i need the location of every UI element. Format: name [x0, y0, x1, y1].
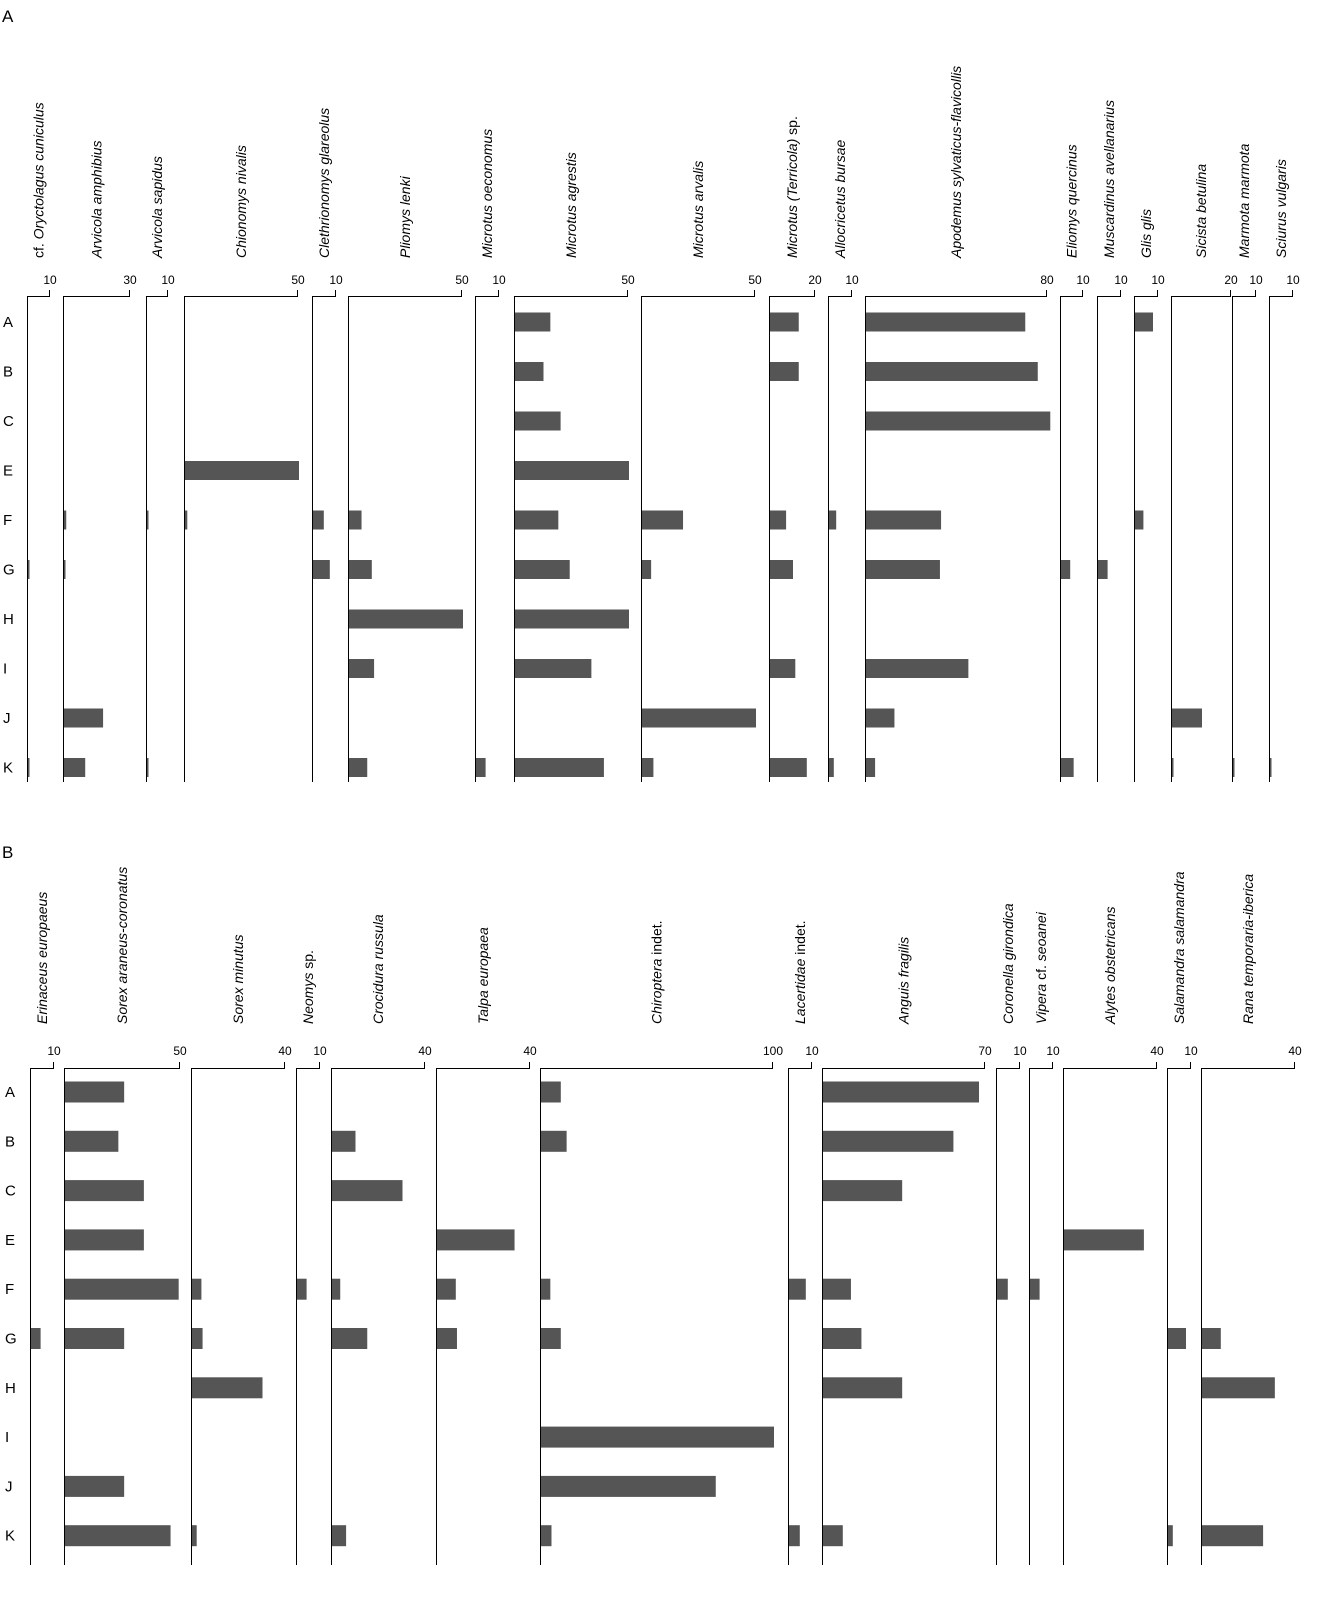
panel-b-row-label-i: I [5, 1429, 10, 1447]
panel-b-column-anguis-fragilis [822, 937, 992, 1565]
panel-a-row-label-e: E [3, 462, 14, 480]
bar-microtus-oeconomus-k [476, 758, 486, 777]
taxon-label: Clethrionomys glareolus [316, 107, 332, 258]
bar-pliomys-lenki-h [349, 610, 463, 629]
bar-cf-oryctolagus-cuniculus-k [28, 758, 30, 777]
bar-microtus-terricola-sp-k [770, 758, 807, 777]
taxon-label: Neomys sp. [300, 950, 316, 1024]
panel-b-column-talpa-europaea [436, 927, 537, 1565]
scale-max-label: 50 [455, 273, 469, 287]
panel-b-column-sorex-minutus [191, 935, 292, 1565]
bar-sorex-araneus-coronatus-j [65, 1476, 124, 1497]
taxon-label: Microtus oeconomus [479, 128, 495, 258]
scale-max-label: 10 [492, 273, 506, 287]
taxon-label: Lacertidae indet. [792, 920, 808, 1024]
taxon-label: cf. Oryctolagus cuniculus [30, 102, 47, 258]
bar-chiroptera-indet-a [541, 1082, 561, 1103]
scale-max-label: 40 [1288, 1044, 1302, 1058]
bar-arvicola-sapidus-f [147, 511, 149, 530]
panel-a [3, 66, 1300, 782]
panel-a-row-label-f: F [3, 512, 13, 529]
bar-arvicola-amphibius-j [64, 709, 103, 728]
bar-sorex-araneus-coronatus-k [65, 1525, 171, 1546]
bar-apodemus-sylvaticus-flavicollis-c [866, 412, 1050, 431]
bar-apodemus-sylvaticus-flavicollis-a [866, 313, 1025, 332]
taxon-label: Chiroptera indet. [648, 920, 665, 1024]
bar-microtus-arvalis-f [642, 511, 683, 530]
scale-max-label: 40 [278, 1044, 292, 1058]
bar-neomys-sp-f [297, 1279, 307, 1300]
bar-lacertidae-indet-f [789, 1279, 806, 1300]
bar-sicista-betulina-k [1172, 758, 1174, 777]
bar-crocidura-russula-g [332, 1328, 367, 1349]
bar-chiroptera-indet-i [541, 1427, 774, 1448]
taxon-label: Marmota marmota [1236, 143, 1252, 258]
taxon-label: Sorex minutus [230, 934, 246, 1024]
bar-microtus-agrestis-k [515, 758, 604, 777]
scale-max-label: 10 [1249, 273, 1263, 287]
bar-crocidura-russula-k [332, 1525, 346, 1546]
taxon-label: Erinaceus europaeus [34, 891, 50, 1024]
scale-max-label: 20 [1224, 273, 1238, 287]
bar-microtus-terricola-sp-f [770, 511, 786, 530]
panel-a-letter: A [2, 7, 14, 26]
bar-microtus-terricola-sp-i [770, 659, 795, 678]
bar-alytes-obstetricans-e [1064, 1229, 1144, 1250]
taxon-label: Pliomys lenki [397, 176, 413, 258]
bar-anguis-fragilis-k [823, 1525, 843, 1546]
panel-a-column-arvicola-amphibius [63, 141, 137, 783]
scale-max-label: 70 [978, 1044, 992, 1058]
panel-a-column-sciurus-vulgaris [1269, 159, 1300, 782]
panel-b-column-salamandra-salamandra [1167, 871, 1198, 1565]
bar-marmota-marmota-k [1233, 758, 1235, 777]
bar-talpa-europaea-g [437, 1328, 457, 1349]
bar-rana-temporaria-iberica-k [1202, 1525, 1263, 1546]
bar-microtus-arvalis-k [642, 758, 653, 777]
bar-allocricetus-bursae-k [829, 758, 834, 777]
scale-max-label: 10 [1286, 273, 1300, 287]
panel-a-column-cf-oryctolagus-cuniculus [27, 102, 57, 782]
panel-a-column-microtus-arvalis [641, 161, 762, 782]
bar-microtus-agrestis-g [515, 560, 570, 579]
bar-microtus-agrestis-e [515, 461, 629, 480]
panel-b-row-label-f: F [5, 1281, 15, 1299]
panel-b-column-lacertidae-indet [788, 920, 819, 1565]
bar-pliomys-lenki-g [349, 560, 372, 579]
bar-talpa-europaea-e [437, 1229, 515, 1250]
panel-a-column-microtus-oeconomus [475, 129, 506, 782]
scale-max-label: 10 [1046, 1044, 1060, 1058]
taxon-label: Arvicola sapidus [149, 156, 165, 258]
bar-chionomys-nivalis-e [185, 461, 299, 480]
panel-b-row-label-e: E [5, 1231, 16, 1249]
bar-anguis-fragilis-b [823, 1131, 953, 1152]
bar-sorex-araneus-coronatus-e [65, 1229, 144, 1250]
taxon-label: Muscardinus avellanarius [1101, 100, 1117, 258]
bar-pliomys-lenki-f [349, 511, 362, 530]
panel-b-row-label-g: G [5, 1330, 17, 1348]
scale-max-label: 20 [808, 273, 822, 287]
bar-anguis-fragilis-f [823, 1279, 851, 1300]
scale-max-label: 10 [1184, 1044, 1198, 1058]
bar-apodemus-sylvaticus-flavicollis-b [866, 362, 1038, 381]
scale-max-label: 10 [161, 273, 175, 287]
panel-a-row-label-g: G [3, 561, 15, 579]
panel-a-row-label-i: I [3, 660, 8, 678]
bar-apodemus-sylvaticus-flavicollis-k [866, 758, 875, 777]
panel-b-row-label-j: J [5, 1478, 13, 1496]
bar-sorex-araneus-coronatus-g [65, 1328, 124, 1349]
bar-sorex-araneus-coronatus-c [65, 1180, 144, 1201]
scale-max-label: 10 [1076, 273, 1090, 287]
bar-arvicola-amphibius-f [64, 511, 66, 530]
scale-max-label: 10 [47, 1044, 61, 1058]
bar-vipera-cf-seoanei-f [1030, 1279, 1040, 1300]
bar-crocidura-russula-c [332, 1180, 403, 1201]
taxon-label: Rana temporaria-iberica [1240, 873, 1256, 1024]
scale-max-label: 40 [1150, 1044, 1164, 1058]
panel-a-column-pliomys-lenki [348, 175, 469, 782]
bar-lacertidae-indet-k [789, 1525, 800, 1546]
bar-microtus-arvalis-j [642, 709, 756, 728]
bar-microtus-agrestis-a [515, 313, 550, 332]
panel-b-column-coronella-girondica [996, 903, 1027, 1565]
bar-chiroptera-indet-k [541, 1525, 551, 1546]
scale-max-label: 100 [762, 1044, 784, 1058]
bar-salamandra-salamandra-g [1168, 1328, 1186, 1349]
bar-microtus-agrestis-h [515, 610, 629, 629]
bar-anguis-fragilis-h [823, 1377, 902, 1398]
bar-pliomys-lenki-i [349, 659, 374, 678]
scale-max-label: 10 [805, 1044, 819, 1058]
bar-rana-temporaria-iberica-h [1202, 1377, 1275, 1398]
panel-b-column-vipera-cf-seoanei [1029, 911, 1060, 1565]
panel-a-column-chionomys-nivalis [184, 145, 305, 782]
panel-a-column-clethrionomys-glareolus [312, 108, 343, 782]
panel-b-letter: B [2, 843, 14, 862]
bar-glis-glis-a [1135, 313, 1153, 332]
bar-anguis-fragilis-g [823, 1328, 861, 1349]
bar-rana-temporaria-iberica-g [1202, 1328, 1221, 1349]
scale-max-label: 10 [329, 273, 343, 287]
bar-sorex-araneus-coronatus-b [65, 1131, 118, 1152]
taxon-label: Allocricetus bursae [832, 139, 848, 258]
bar-apodemus-sylvaticus-flavicollis-g [866, 560, 940, 579]
bar-sciurus-vulgaris-k [1270, 758, 1272, 777]
bar-apodemus-sylvaticus-flavicollis-f [866, 511, 941, 530]
taxon-label: Microtus agrestis [563, 152, 579, 258]
scale-max-label: 10 [43, 273, 57, 287]
bar-erinaceus-europaeus-g [31, 1328, 41, 1349]
taxon-label: Glis glis [1138, 208, 1154, 258]
panel-b-row-label-b: B [5, 1133, 16, 1151]
taxon-label: Alytes obstetricans [1102, 906, 1118, 1024]
scale-max-label: 40 [418, 1044, 432, 1058]
bar-microtus-terricola-sp-g [770, 560, 793, 579]
bar-microtus-agrestis-i [515, 659, 591, 678]
bar-eliomys-quercinus-g [1061, 560, 1070, 579]
bar-apodemus-sylvaticus-flavicollis-j [866, 709, 894, 728]
panel-a-column-arvicola-sapidus [146, 156, 175, 782]
bar-chiroptera-indet-b [541, 1131, 567, 1152]
scale-max-label: 50 [748, 273, 762, 287]
taxon-label: Apodemus sylvaticus-flavicollis [948, 65, 964, 258]
panel-a-column-allocricetus-bursae [828, 140, 859, 782]
panel-a-row-label-a: A [3, 314, 14, 331]
bar-microtus-arvalis-g [642, 560, 651, 579]
taxon-label: Arvicola amphibius [88, 140, 105, 258]
taxon-label: Talpa europaea [475, 927, 491, 1024]
bar-microtus-terricola-sp-b [770, 362, 799, 381]
taxon-label: Eliomys quercinus [1063, 144, 1080, 258]
taxon-label: Crocidura russula [370, 914, 386, 1024]
bar-muscardinus-avellanarius-g [1098, 560, 1108, 579]
taxon-label: Sorex araneus-coronatus [114, 866, 130, 1024]
panel-b-row-label-k: K [5, 1527, 16, 1545]
taxon-label: Anguis fragilis [895, 936, 912, 1024]
bar-sorex-minutus-k [192, 1525, 197, 1546]
scale-max-label: 10 [1114, 273, 1128, 287]
bar-microtus-agrestis-f [515, 511, 558, 530]
panel-a-row-label-h: H [3, 611, 14, 628]
bar-allocricetus-bursae-f [829, 511, 836, 530]
panel-b-column-alytes-obstetricans [1063, 907, 1164, 1566]
taxon-label: Sciurus vulgaris [1273, 159, 1289, 258]
scale-max-label: 10 [1151, 273, 1165, 287]
bar-anguis-fragilis-c [823, 1180, 902, 1201]
panel-a-column-microtus-terricola-sp [769, 116, 822, 782]
scale-max-label: 50 [621, 273, 635, 287]
taxon-label: Salamandra salamandra [1171, 871, 1187, 1024]
bar-cf-oryctolagus-cuniculus-g [28, 560, 30, 579]
panel-a-column-eliomys-quercinus [1060, 144, 1090, 782]
bar-talpa-europaea-f [437, 1279, 456, 1300]
panel-b-row-label-c: C [5, 1182, 16, 1200]
panel-b [5, 867, 1302, 1565]
panel-a-column-apodemus-sylvaticus-flavicollis [865, 66, 1054, 782]
bar-arvicola-amphibius-k [64, 758, 85, 777]
scale-max-label: 50 [291, 273, 305, 287]
scale-max-label: 10 [845, 273, 859, 287]
bar-arvicola-sapidus-k [147, 758, 149, 777]
bar-glis-glis-f [1135, 511, 1143, 530]
scale-max-label: 30 [123, 273, 137, 287]
scale-max-label: 10 [313, 1044, 327, 1058]
bar-sorex-araneus-coronatus-f [65, 1279, 179, 1300]
bar-chionomys-nivalis-f [185, 511, 187, 530]
bar-pliomys-lenki-k [349, 758, 367, 777]
taxon-label: Microtus arvalis [690, 160, 706, 258]
panel-a-row-label-j: J [3, 710, 11, 727]
bar-sorex-minutus-g [192, 1328, 203, 1349]
bar-microtus-agrestis-c [515, 412, 561, 431]
panel-b-column-neomys-sp [296, 950, 327, 1565]
taxon-label: Vipera cf. seoanei [1033, 912, 1049, 1024]
scale-max-label: 80 [1040, 273, 1054, 287]
panel-b-column-rana-temporaria-iberica [1201, 874, 1302, 1565]
bar-eliomys-quercinus-k [1061, 758, 1074, 777]
bar-crocidura-russula-f [332, 1279, 340, 1300]
bar-clethrionomys-glareolus-g [313, 560, 330, 579]
bar-crocidura-russula-b [332, 1131, 356, 1152]
panel-b-column-crocidura-russula [331, 914, 432, 1565]
bar-salamandra-salamandra-k [1168, 1525, 1173, 1546]
taxon-label: Sicista betulina [1193, 163, 1209, 258]
panel-a-column-sicista-betulina [1171, 164, 1238, 782]
scale-max-label: 10 [1013, 1044, 1027, 1058]
bar-sorex-minutus-f [192, 1279, 201, 1300]
taxon-label: Coronella girondica [1000, 903, 1016, 1024]
panel-a-column-muscardinus-avellanarius [1097, 100, 1128, 782]
panel-a-column-marmota-marmota [1232, 143, 1263, 782]
bar-sorex-minutus-h [192, 1377, 263, 1398]
panel-b-row-label-h: H [5, 1379, 16, 1397]
panel-b-column-sorex-araneus-coronatus [64, 867, 187, 1565]
bar-microtus-agrestis-b [515, 362, 544, 381]
bar-clethrionomys-glareolus-f [313, 511, 324, 530]
panel-a-row-label-k: K [3, 759, 14, 777]
panel-a-row-label-b: B [3, 363, 14, 381]
taxon-label: Microtus (Terricola) sp. [784, 116, 800, 258]
panel-b-column-chiroptera-indet [540, 920, 783, 1565]
bar-anguis-fragilis-a [823, 1082, 979, 1103]
panel-b-row-label-a: A [5, 1084, 16, 1101]
taxon-label: Chionomys nivalis [233, 145, 249, 258]
bar-microtus-terricola-sp-a [770, 313, 799, 332]
panel-a-column-microtus-agrestis [514, 152, 635, 782]
bar-chiroptera-indet-f [541, 1279, 550, 1300]
panel-a-column-glis-glis [1134, 209, 1165, 782]
scale-max-label: 50 [173, 1044, 187, 1058]
panel-b-column-erinaceus-europaeus [30, 892, 61, 1565]
panel-a-row-label-c: C [3, 413, 14, 430]
bar-chiroptera-indet-j [541, 1476, 716, 1497]
bar-sorex-araneus-coronatus-a [65, 1082, 124, 1103]
scale-max-label: 40 [523, 1044, 537, 1058]
bar-coronella-girondica-f [997, 1279, 1008, 1300]
bar-sicista-betulina-j [1172, 709, 1202, 728]
bar-chiroptera-indet-g [541, 1328, 561, 1349]
bar-arvicola-amphibius-g [64, 560, 66, 579]
bar-apodemus-sylvaticus-flavicollis-i [866, 659, 968, 678]
